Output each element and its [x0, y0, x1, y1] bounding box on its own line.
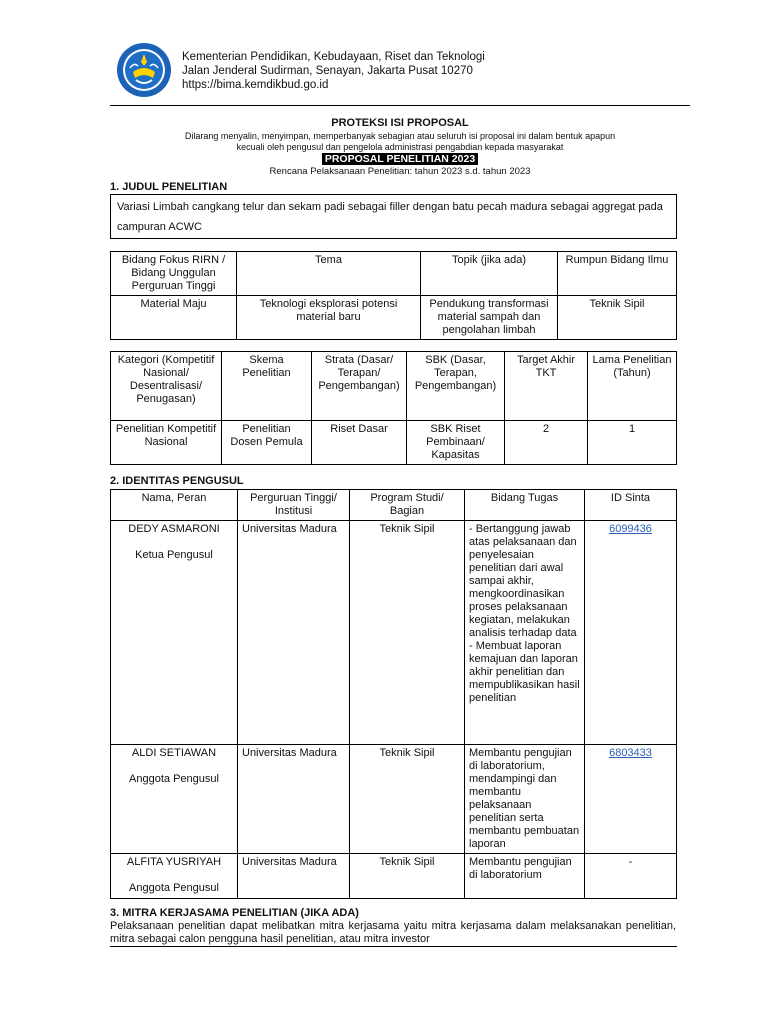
- task-cell: Membantu pengujian di laboratorium: [465, 854, 585, 899]
- tkt-cell: 2: [505, 421, 588, 465]
- table-row: [111, 521, 677, 745]
- duration-header: Lama Penelitian (Tahun): [588, 352, 677, 421]
- sinta-header: ID Sinta: [585, 490, 677, 521]
- letterhead: [182, 50, 485, 92]
- proposer-table: [110, 489, 677, 899]
- program-header: Program Studi/ Bagian: [350, 490, 465, 521]
- proposal-badge: [110, 153, 690, 165]
- institution-cell: Universitas Madura: [238, 854, 350, 899]
- protection-line-2: kecuali oleh pengusul dan pengelola administrasi pengabdian kepada masyarakat: [236, 142, 564, 152]
- proposer-cell: [111, 745, 238, 854]
- sinta-link[interactable]: 6099436: [609, 523, 652, 535]
- sinta-cell: [585, 521, 677, 745]
- section-2-heading: 2. IDENTITAS PENGUSUL: [110, 475, 244, 487]
- theme-header: Tema: [237, 252, 421, 296]
- ministry-url[interactable]: https://bima.kemdikbud.go.id: [182, 79, 329, 91]
- proposer-cell: [111, 521, 238, 745]
- sinta-link[interactable]: 6803433: [609, 747, 652, 759]
- tkt-header: Target Akhir TKT: [505, 352, 588, 421]
- partner-description: Pelaksanaan penelitian dapat melibatkan mitra kerjasama yaitu mitra kerjasama dalam melaksanakan penelitian, mitra sebagai calon pengguna hasil penelitian, atau mitra investor: [110, 920, 676, 945]
- ministry-logo: [116, 42, 172, 98]
- table-row: [111, 854, 677, 899]
- duration-cell: 1: [588, 421, 677, 465]
- strata-header: Strata (Dasar/ Terapan/ Pengembangan): [312, 352, 407, 421]
- theme-cell: Teknologi eksplorasi potensi material baru: [237, 296, 421, 340]
- scheme-header: Skema Penelitian: [222, 352, 312, 421]
- ministry-address: Jalan Jenderal Sudirman, Senayan, Jakarta Pusat 10270: [182, 65, 473, 77]
- program-cell: Teknik Sipil: [350, 745, 465, 854]
- sinta-cell: -: [585, 854, 677, 899]
- task-cell: [465, 521, 585, 745]
- sbk-cell: SBK Riset Pembinaan/ Kapasitas: [407, 421, 505, 465]
- sinta-cell: [585, 745, 677, 854]
- strata-cell: Riset Dasar: [312, 421, 407, 465]
- proposer-name: ALDI SETIAWAN: [131, 747, 217, 759]
- table-row: [111, 745, 677, 854]
- task-item: - Bertanggung jawab atas pelaksanaan dan penyelesaian penelitian dari awal sampai akhir, mengkoordinasikan proses pelaksanaan kegiatan, melakukan analisis terhadap data: [469, 523, 577, 639]
- plan-period: Rencana Pelaksanaan Penelitian: tahun 2023 s.d. tahun 2023: [269, 166, 531, 177]
- research-title: Variasi Limbah cangkang telur dan sekam padi sebagai filler dengan batu pecah madura sebagai aggregat pada campuran ACWC: [110, 194, 677, 239]
- partner-underline: [110, 946, 677, 947]
- proposer-role: Anggota Pengusul: [129, 882, 219, 894]
- proposal-badge-label: PROPOSAL PENELITIAN 2023: [322, 153, 478, 165]
- protection-title: PROTEKSI ISI PROPOSAL: [331, 117, 469, 129]
- name-header: Nama, Peran: [111, 490, 238, 521]
- protection-notice: [110, 131, 690, 153]
- proposer-name: DEDY ASMARONI: [128, 523, 220, 535]
- program-cell: Teknik Sipil: [350, 854, 465, 899]
- category-table: [110, 351, 677, 465]
- sbk-header: SBK (Dasar, Terapan, Pengembangan): [407, 352, 505, 421]
- protection-line-1: Dilarang menyalin, menyimpan, memperbanyak sebagian atau seluruh isi proposal ini dalam bentuk apapun: [184, 131, 616, 141]
- category-header: Kategori (Kompetitif Nasional/ Desentralisasi/ Penugasan): [111, 352, 222, 421]
- field-cell: Teknik Sipil: [558, 296, 677, 340]
- topic-cell: Pendukung transformasi material sampah dan pengolahan limbah: [421, 296, 558, 340]
- focus-cell: Material Maju: [111, 296, 237, 340]
- institution-cell: Universitas Madura: [238, 521, 350, 745]
- scheme-cell: Penelitian Dosen Pemula: [222, 421, 312, 465]
- institution-header: Perguruan Tinggi/ Institusi: [238, 490, 350, 521]
- ministry-name: Kementerian Pendidikan, Kebudayaan, Riset dan Teknologi: [182, 51, 485, 63]
- proposer-role: Anggota Pengusul: [129, 773, 219, 785]
- category-cell: Penelitian Kompetitif Nasional: [111, 421, 222, 465]
- proposer-role: Ketua Pengusul: [135, 549, 213, 561]
- topic-header: Topik (jika ada): [421, 252, 558, 296]
- task-item: - Membuat laporan kemajuan dan laporan akhir penelitian dan mempublikasikan hasil penelitian: [469, 640, 580, 704]
- proposer-name: ALFITA YUSRIYAH: [126, 856, 222, 868]
- task-cell: Membantu pengujian di laboratorium, mendampingi dan membantu pelaksanaan penelitian serta membantu pembuatan laporan: [465, 745, 585, 854]
- focus-table: [110, 251, 677, 340]
- header-divider: [110, 105, 690, 106]
- section-1-heading: 1. JUDUL PENELITIAN: [110, 181, 228, 193]
- proposer-cell: [111, 854, 238, 899]
- focus-header: Bidang Fokus RIRN / Bidang Unggulan Perguruan Tinggi: [111, 252, 237, 296]
- institution-cell: Universitas Madura: [238, 745, 350, 854]
- field-header: Rumpun Bidang Ilmu: [558, 252, 677, 296]
- program-cell: Teknik Sipil: [350, 521, 465, 745]
- section-3-heading: 3. MITRA KERJASAMA PENELITIAN (JIKA ADA): [110, 907, 359, 919]
- task-header: Bidang Tugas: [465, 490, 585, 521]
